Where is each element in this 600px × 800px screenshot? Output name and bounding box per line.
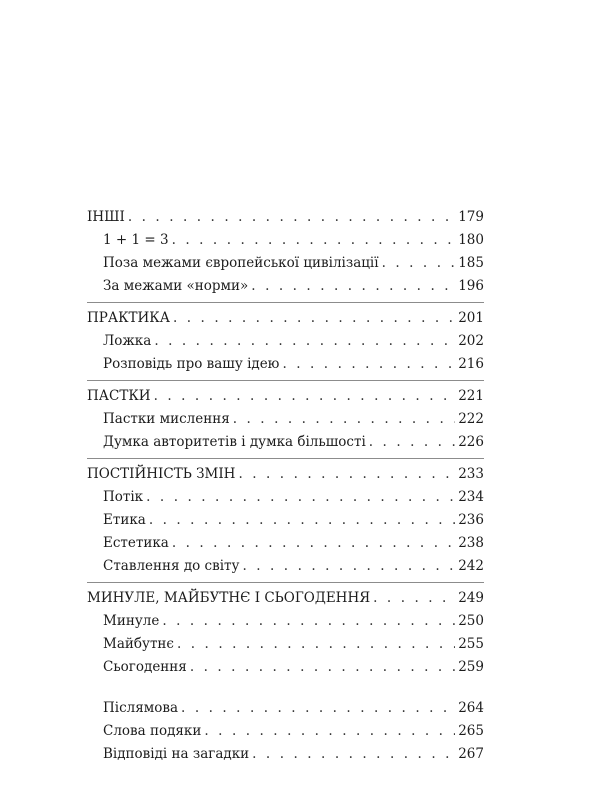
entry-title: Ложка [103,333,152,349]
dot-leader [373,587,455,610]
dot-leader [238,463,455,486]
toc-subentry [87,353,484,376]
page-number: 236 [458,512,484,528]
table-of-contents [87,206,484,766]
page-number: 265 [458,723,484,739]
entry-title: Етика [103,512,146,528]
dot-leader [173,307,455,330]
page-number: 267 [458,746,484,762]
entry-title: За межами «норми» [103,278,249,294]
page-number: 233 [458,466,484,482]
dot-leader [242,555,455,578]
page-number: 180 [458,232,484,248]
page-number: 222 [458,411,484,427]
dot-leader [382,252,455,275]
page-number: 234 [458,489,484,505]
page-number: 185 [458,255,484,271]
page-number: 255 [458,636,484,652]
entry-title: МИНУЛЕ, МАЙБУТНЄ І СЬОГОДЕННЯ [87,590,371,606]
toc-entry [87,307,484,330]
page-number: 264 [458,700,484,716]
dot-leader [146,486,455,509]
entry-title: 1 + 1 = 3 [103,232,169,248]
page-number: 196 [458,278,484,294]
entry-title: ПРАКТИКА [87,310,170,326]
entry-title: Ставлення до світу [103,558,240,574]
entry-title: Сьогодення [103,659,187,675]
entry-title: Майбутнє [103,636,174,652]
entry-title: Пастки мислення [103,411,230,427]
page-number: 249 [458,590,484,606]
entry-title: Поза межами європейської цивілізації [103,255,379,271]
toc-subentry [87,720,484,743]
entry-title: Естетика [103,535,169,551]
toc-subentry [87,408,484,431]
toc-section-backmatter [87,697,484,766]
dot-leader [190,656,455,679]
toc-subentry [87,252,484,275]
dot-leader [128,206,455,229]
toc-subentry [87,431,484,454]
toc-subentry [87,486,484,509]
dot-leader [369,431,455,454]
toc-subentry [87,275,484,298]
entry-title: ПАСТКИ [87,388,151,404]
dot-leader [162,610,455,633]
entry-title: Думка авторитетів і думка більшості [103,434,366,450]
entry-title: ПОСТІЙНІСТЬ ЗМІН [87,466,236,482]
toc-section [87,463,484,578]
dot-leader [172,532,455,555]
page-number: 259 [458,659,484,675]
toc-entry [87,206,484,229]
toc-subentry [87,555,484,578]
toc-entry [87,587,484,610]
page-number: 216 [458,356,484,372]
toc-subentry [87,509,484,532]
toc-subentry [87,532,484,555]
page-number: 202 [458,333,484,349]
toc-section [87,206,484,298]
page-number: 226 [458,434,484,450]
dot-leader [149,509,455,532]
dot-leader [172,229,455,252]
dot-leader [177,633,455,656]
entry-title: Слова подяки [103,723,202,739]
toc-entry [87,463,484,486]
toc-section [87,307,484,376]
dot-leader [252,743,455,766]
toc-subentry [87,697,484,720]
toc-subentry [87,633,484,656]
toc-subentry [87,229,484,252]
dot-leader [154,330,455,353]
page-number: 250 [458,613,484,629]
dot-leader [154,385,455,408]
page-number: 238 [458,535,484,551]
entry-title: Потік [103,489,144,505]
dot-leader [251,275,455,298]
page-number: 201 [458,310,484,326]
toc-subentry [87,743,484,766]
entry-title: Розповідь про вашу ідею [103,356,280,372]
dot-leader [181,697,455,720]
entry-title: Післямова [103,700,179,716]
page-number: 242 [458,558,484,574]
dot-leader [282,353,455,376]
page-number: 221 [458,388,484,404]
toc-subentry [87,330,484,353]
page-number: 179 [458,209,484,225]
toc-entry [87,385,484,408]
entry-title: ІНШІ [87,209,125,225]
dot-leader [233,408,455,431]
toc-section [87,385,484,454]
dot-leader [204,720,455,743]
entry-title: Минуле [103,613,160,629]
toc-subentry [87,610,484,633]
toc-subentry [87,656,484,679]
toc-section [87,587,484,679]
entry-title: Відповіді на загадки [103,746,250,762]
